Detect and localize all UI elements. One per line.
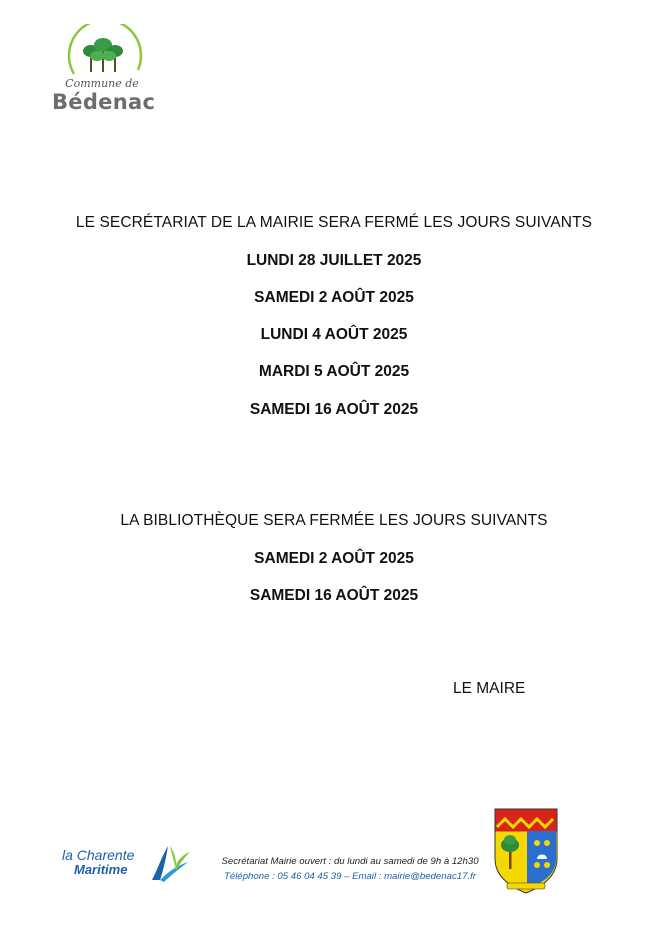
commune-logo xyxy=(52,24,154,120)
signature: LE MAIRE xyxy=(453,680,526,697)
footer-hours: Secrétariat Mairie ouvert : du lundi au samedi de 9h à 12h30 xyxy=(221,856,479,867)
bibliotheque-heading: LA BIBLIOTHÈQUE SERA FERMÉE LES JOURS SUIVANTS xyxy=(120,512,548,529)
secretariat-date: SAMEDI 16 AOÛT 2025 xyxy=(249,401,419,418)
secretariat-date: MARDI 5 AOÛT 2025 xyxy=(258,363,410,380)
coat-of-arms-icon xyxy=(493,807,559,897)
secretariat-heading: LE SECRÉTARIAT DE LA MAIRIE SERA FERMÉ LES JOURS SUIVANTS xyxy=(75,214,593,231)
tree-logo-icon xyxy=(52,24,152,84)
charente-maritime-logo xyxy=(62,842,190,884)
department-logo-line2: Maritime xyxy=(74,862,128,877)
department-logo-line1: la Charente xyxy=(62,847,135,863)
birds-icon xyxy=(146,842,190,884)
secretariat-date: LUNDI 28 JUILLET 2025 xyxy=(246,252,422,269)
logo-commune-label: Commune de xyxy=(65,77,139,90)
bibliotheque-date: SAMEDI 2 AOÛT 2025 xyxy=(254,550,414,567)
secretariat-date: SAMEDI 2 AOÛT 2025 xyxy=(254,289,414,306)
bibliotheque-date: SAMEDI 16 AOÛT 2025 xyxy=(249,587,419,604)
footer-contact: Téléphone : 05 46 04 45 39 – Email : mairie@bedenac17.fr xyxy=(224,871,476,882)
secretariat-date: LUNDI 4 AOÛT 2025 xyxy=(260,326,408,343)
logo-town-name: Bédenac xyxy=(52,90,156,114)
